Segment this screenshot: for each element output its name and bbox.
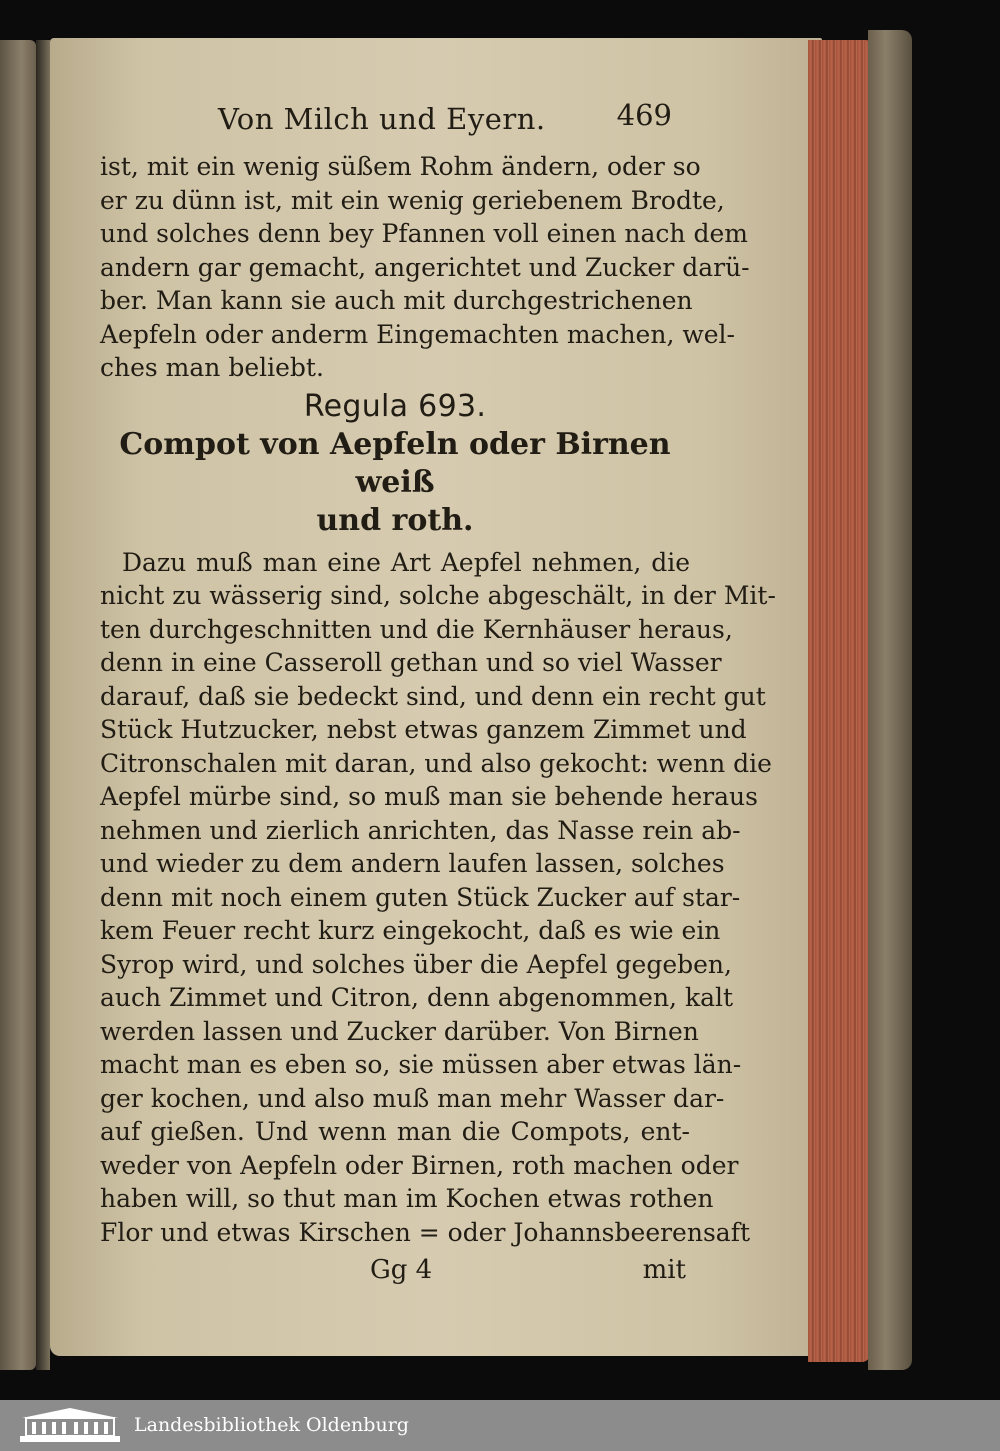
signature-mark: Gg 4 (370, 1255, 433, 1285)
text-line: darauf, daß sie bedeckt sind, und denn ein recht gut (100, 681, 766, 711)
paragraph-1 (100, 150, 750, 385)
text-line: macht man es eben so, sie müssen aber etwas län- (100, 1050, 742, 1079)
text-line: und wieder zu dem andern laufen lassen, solches (100, 849, 725, 878)
text-line: Flor und etwas Kirschen = oder Johannsbeerensaft (100, 1217, 750, 1247)
text-line: auf gießen. Und wenn man die Compots, ent- (100, 1117, 690, 1146)
text-line: Aepfel mürbe sind, so muß man sie behende heraus (100, 782, 758, 811)
heading-line: Compot von Aepfeln oder Birnen weiß (119, 426, 671, 500)
regula-number: Regula 693. (303, 388, 487, 424)
library-footer-bar (0, 1400, 1000, 1451)
text-line: ist, mit ein wenig süßem Rohm ändern, oder so (100, 152, 701, 181)
text-line: weder von Aepfeln oder Birnen, roth machen oder (100, 1150, 739, 1180)
text-line: ber. Man kann sie auch mit durchgestrichenen (100, 286, 693, 315)
page-text (100, 96, 776, 1293)
text-line: Aepfeln oder anderm Eingemachten machen, wel- (100, 319, 735, 349)
text-line: ger kochen, und also muß man mehr Wasser dar- (100, 1083, 725, 1113)
paragraph-2 (100, 546, 776, 1250)
text-line: Syrop wird, und solches über die Aepfel gegeben, (100, 949, 732, 979)
page-header (100, 96, 690, 150)
text-line: Stück Hutzucker, nebst etwas ganzem Zimmet und (100, 715, 747, 744)
text-line: ches man beliebt. (100, 353, 324, 382)
text-line: kem Feuer recht kurz eingekocht, daß es wie ein (100, 916, 721, 945)
book-gutter (36, 40, 50, 1370)
text-line: nicht zu wässerig sind, solche abgeschält, in der Mit- (100, 581, 776, 610)
text-line: denn in eine Casseroll gethan und so viel Wasser (100, 648, 722, 677)
page-edges (808, 40, 870, 1362)
left-page-edge (0, 40, 36, 1370)
running-head: Von Milch und Eyern. (218, 102, 546, 136)
recipe-heading (100, 426, 690, 540)
page-footer (100, 1253, 690, 1293)
library-building-icon (18, 1406, 122, 1444)
book-cover-board (868, 30, 912, 1370)
text-line: ten durchgeschnitten und die Kernhäuser heraus, (100, 614, 733, 644)
text-line: er zu dünn ist, mit ein wenig geriebenem Brodte, (100, 185, 725, 215)
text-line: Citronschalen mit daran, und also gekocht: wenn die (100, 748, 772, 778)
text-line: andern gar gemacht, angerichtet und Zucker darü- (100, 252, 750, 282)
library-name: Landesbibliothek Oldenburg (134, 1414, 409, 1436)
text-line: haben will, so thut man im Kochen etwas rothen (100, 1184, 714, 1213)
heading-line: und roth. (316, 502, 474, 538)
text-line: werden lassen und Zucker darüber. Von Birnen (100, 1016, 699, 1046)
text-line: und solches denn bey Pfannen voll einen nach dem (100, 219, 748, 248)
text-line: nehmen und zierlich anrichten, das Nasse rein ab- (100, 815, 741, 845)
text-line: auch Zimmet und Citron, denn abgenommen, kalt (100, 983, 734, 1012)
text-line: Dazu muß man eine Art Aepfel nehmen, die (122, 547, 690, 577)
catchword: mit (642, 1255, 686, 1285)
text-line: denn mit noch einem guten Stück Zucker auf star- (100, 882, 741, 912)
page-number: 469 (616, 98, 672, 132)
